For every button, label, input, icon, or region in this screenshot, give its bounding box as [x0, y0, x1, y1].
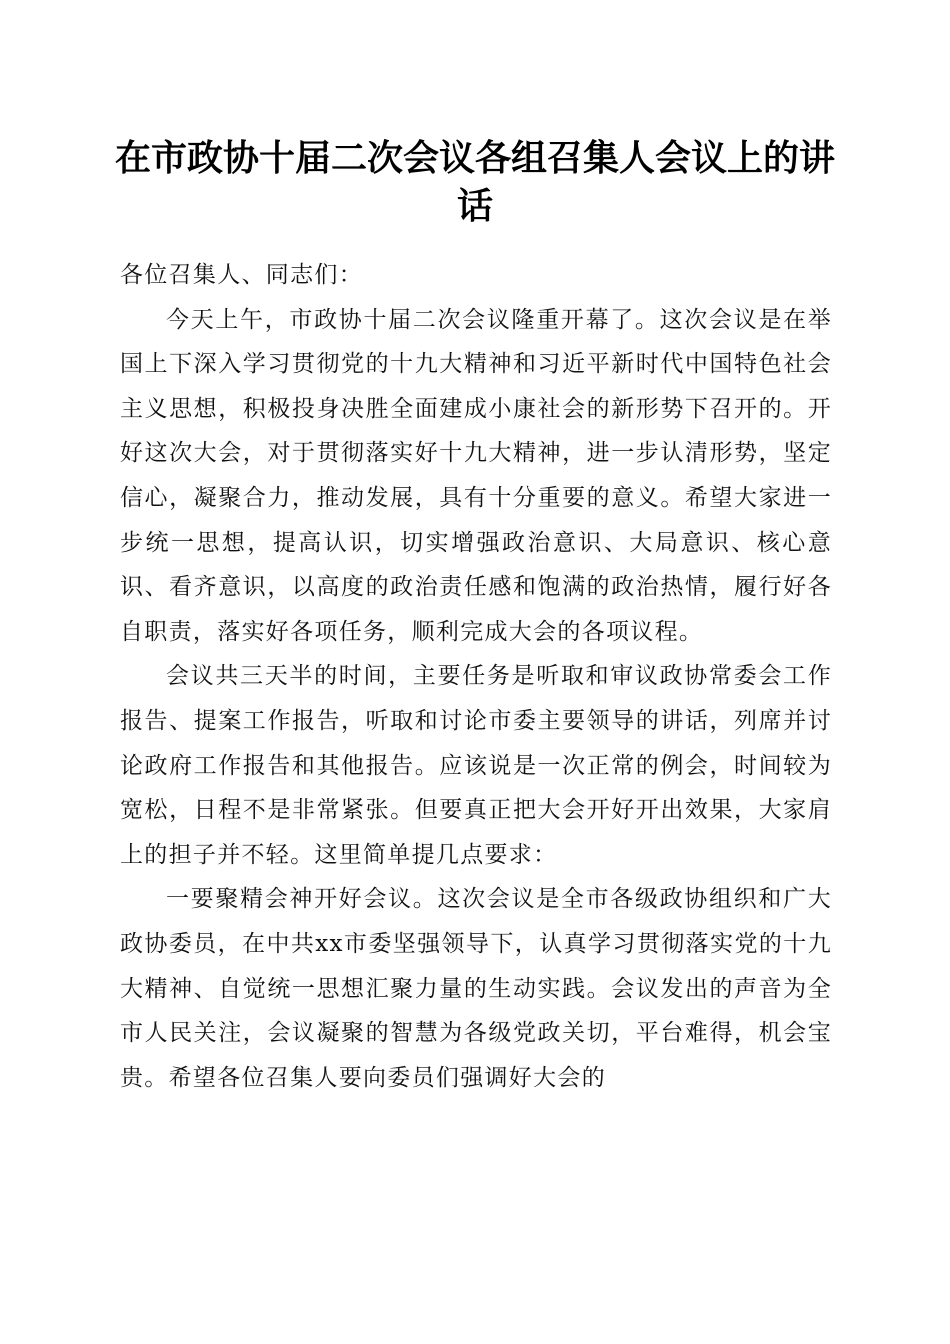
document-title: 在市政协十届二次会议各组召集人会议上的讲话	[114, 137, 835, 227]
paragraph-opening: 今天上午，市政协十届二次会议隆重开幕了。这次会议是在举国上下深入学习贯彻党的十九大精神和习近平新时代中国特色社会主义思想，积极投身决胜全面建成小康社会的新形势下召开的。开好这次大会，对于贯彻落实好十九大精神，进一步认清形势，坚定信心，凝聚合力，推动发展，具有十分重要的意义。希望大家进一步统一思想，提高认识，切实增强政治意识、大局意识、核心意识、看齐意识，以高度的政治责任感和饱满的政治热情，履行好各自职责，落实好各项任务，顺利完成大会的各项议程。	[120, 306, 832, 645]
salutation: 各位召集人、同志们：	[120, 262, 363, 288]
paragraph-meeting-schedule: 会议共三天半的时间，主要任务是听取和审议政协常委会工作报告、提案工作报告，听取和讨论市委主要领导的讲话，列席并讨论政府工作报告和其他报告。应该说是一次正常的例会，时间较为宽松，日程不是非常紧张。但要真正把大会开好开出效果，大家肩上的担子并不轻。这里简单提几点要求：	[120, 663, 832, 868]
document-body	[120, 253, 832, 1100]
paragraph-requirement-one: 一要聚精会神开好会议。这次会议是全市各级政协组织和广大政协委员，在中共xx市委坚强领导下，认真学习贯彻落实党的十九大精神、自觉统一思想汇聚力量的生动实践。会议发出的声音为全市人民关注，会议凝聚的智慧为各级党政关切，平台难得，机会宝贵。希望各位召集人要向委员们强调好大会的	[120, 886, 832, 1091]
